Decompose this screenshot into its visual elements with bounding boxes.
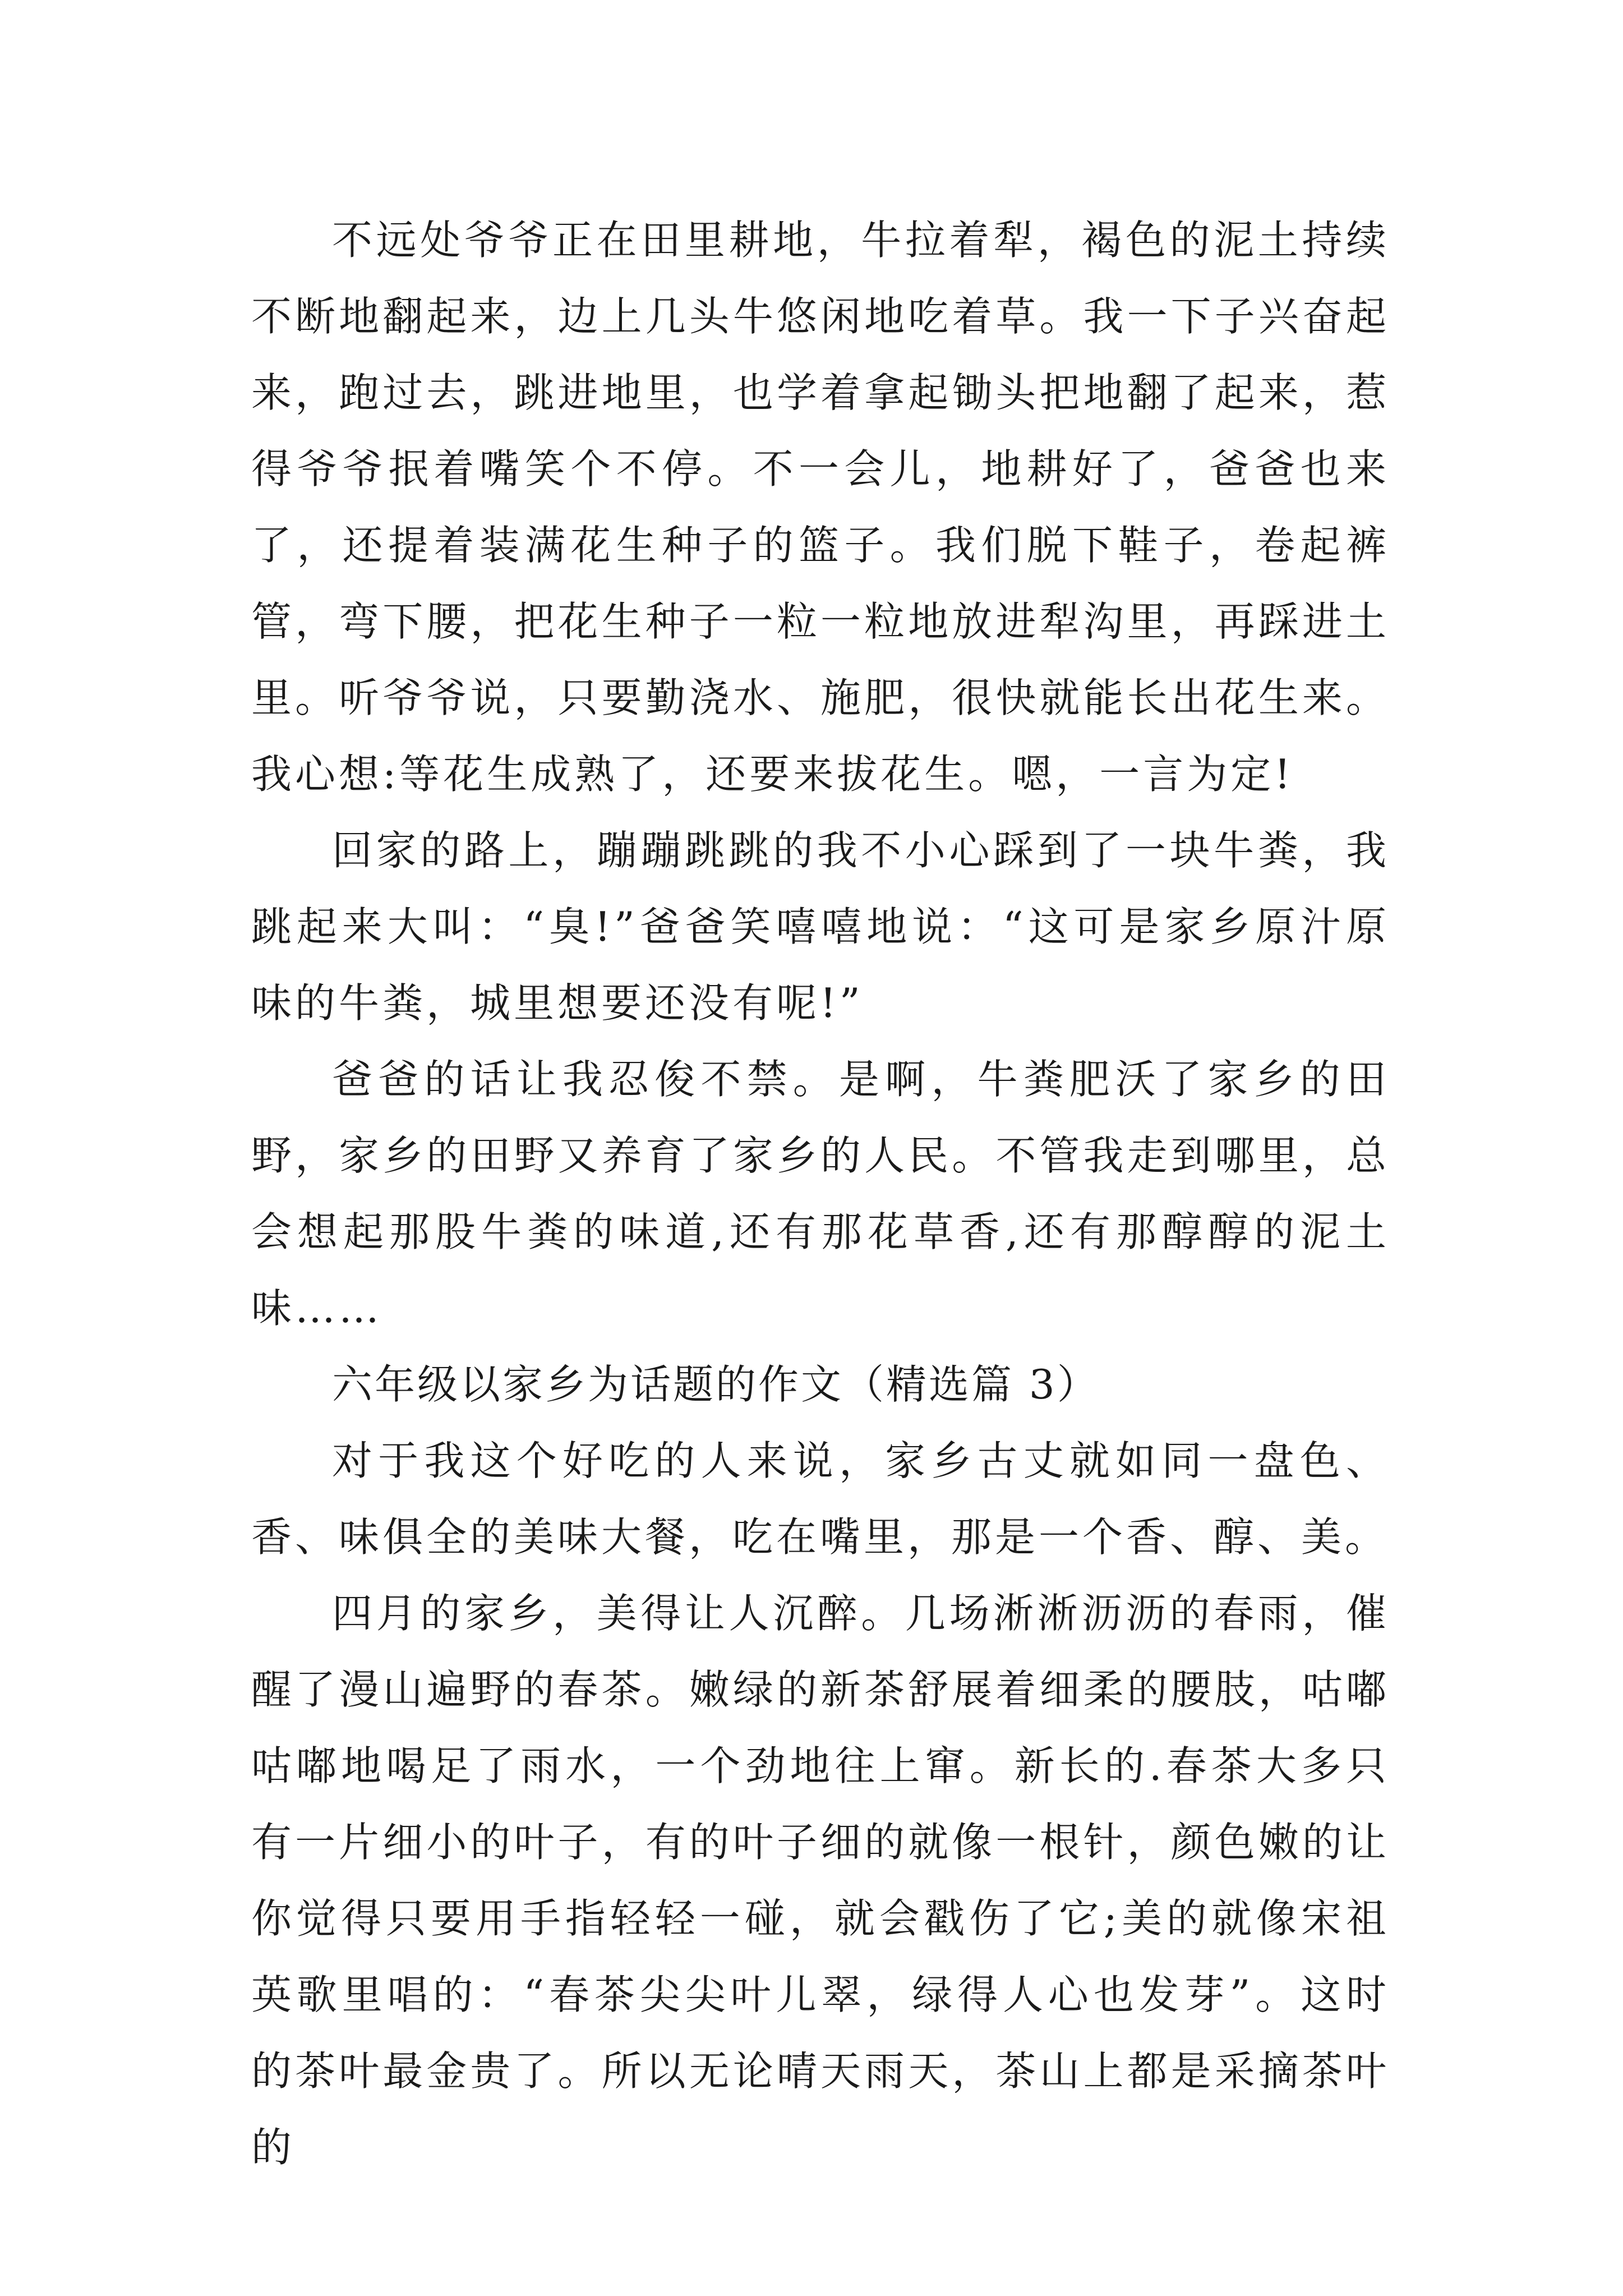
paragraph-april-tea: 四月的家乡，美得让人沉醉。几场淅淅沥沥的春雨，催醒了漫山遍野的春茶。嫩绿的新茶舒展着细柔的腰肢，咕嘟咕嘟地喝足了雨水，一个劲地往上窜。新长的.春茶大多只有一片细小的叶子，有的叶子细的就像一根针，颜色嫩的让你觉得只要用手指轻轻一碰，就会戳伤了它;美的就像宋祖英歌里唱的：“春茶尖尖叶儿翠，绿得人心也发芽”。这时的茶叶最金贵了。所以无论晴天雨天，茶山上都是采摘茶叶的: [251, 1590, 1390, 2171]
paragraph-hometown-guzhang: 对于我这个好吃的人来说，家乡古丈就如同一盘色、香、味俱全的美味大餐，吃在嘴里，那是一个香、醇、美。: [251, 1437, 1390, 1561]
essay-heading: 六年级以家乡为话题的作文（精选篇 3）: [332, 1361, 1100, 1408]
paragraph-plowing: 不远处爷爷正在田里耕地，牛拉着犁，褐色的泥土持续不断地翻起来，边上几头牛悠闲地吃着草。我一下子兴奋起来，跑过去，跳进地里，也学着拿起锄头把地翻了起来，惹得爷爷抿着嘴笑个不停。不一会儿，地耕好了，爸爸也来了，还提着装满花生种子的篮子。我们脱下鞋子，卷起裤管，弯下腰，把花生种子一粒一粒地放进犁沟里，再踩进土里。听爷爷说，只要勤浇水、施肥，很快就能长出花生来。我心想:等花生成熟了，还要来拔花生。嗯，一言为定!: [251, 217, 1390, 798]
paragraph-dad-words: 爸爸的话让我忍俊不禁。是啊，牛粪肥沃了家乡的田野，家乡的田野又养育了家乡的人民。不管我走到哪里，总会想起那股牛粪的味道,还有那花草香,还有那醇醇的泥土味……: [251, 1056, 1390, 1332]
paragraph-way-home: 回家的路上，蹦蹦跳跳的我不小心踩到了一块牛粪，我跳起来大叫：“臭!”爸爸笑嘻嘻地说：“这可是家乡原汁原味的牛粪，城里想要还没有呢!”: [251, 827, 1390, 1027]
document-body: [251, 202, 1390, 2185]
